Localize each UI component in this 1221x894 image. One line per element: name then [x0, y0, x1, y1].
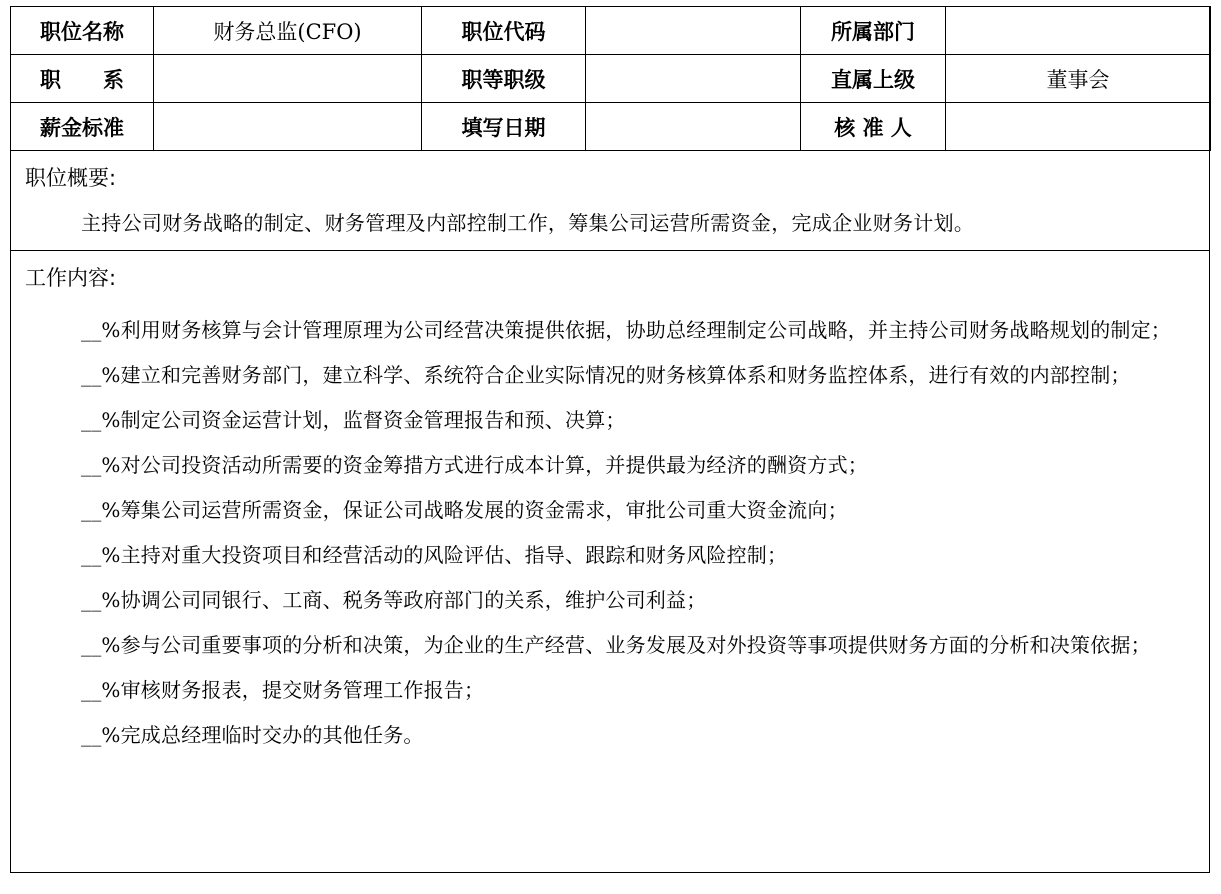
duty-item: __%制定公司资金运营计划，监督资金管理报告和预、决算； [81, 408, 626, 432]
position-summary-title: 职位概要: [25, 166, 117, 190]
label-position-name: 职位名称 [11, 7, 154, 55]
position-summary-section [11, 151, 1209, 251]
position-summary-text: 主持公司财务战略的制定、财务管理及内部控制工作，筹集公司运营所需资金，完成企业财务计划。 [81, 211, 975, 235]
header-row-2 [11, 55, 1211, 103]
label-job-family: 职 系 [11, 55, 154, 103]
value-job-family [154, 55, 422, 103]
label-grade-level: 职等职级 [422, 55, 586, 103]
duty-item: __%对公司投资活动所需要的资金筹措方式进行成本计算，并提供最为经济的酬资方式； [81, 453, 869, 477]
duty-item: __%建立和完善财务部门，建立科学、系统符合企业实际情况的财务核算体系和财务监控体系，进行有效的内部控制； [81, 363, 1131, 387]
label-salary-standard: 薪金标准 [11, 103, 154, 151]
value-grade-level [586, 55, 801, 103]
job-description-form [10, 6, 1210, 873]
label-direct-superior: 直属上级 [801, 55, 946, 103]
value-approver [946, 103, 1211, 151]
header-row-3 [11, 103, 1211, 151]
value-salary-standard [154, 103, 422, 151]
label-position-code: 职位代码 [422, 7, 586, 55]
duty-item: __%审核财务报表，提交财务管理工作报告； [81, 678, 485, 702]
job-duties-title: 工作内容: [25, 266, 117, 290]
duty-item: __%完成总经理临时交办的其他任务。 [81, 723, 424, 747]
value-fill-date [586, 103, 801, 151]
header-row-1 [11, 7, 1211, 55]
duty-item: __%筹集公司运营所需资金，保证公司战略发展的资金需求，审批公司重大资金流向； [81, 498, 848, 522]
job-duties-section [11, 251, 1209, 873]
value-direct-superior: 董事会 [946, 55, 1211, 103]
label-department: 所属部门 [801, 7, 946, 55]
duty-item: __%参与公司重要事项的分析和决策，为企业的生产经营、业务发展及对外投资等事项提供财务方面的分析和决策依据； [81, 633, 1151, 657]
value-position-name: 财务总监(CFO) [154, 7, 422, 55]
value-department [946, 7, 1211, 55]
header-table [10, 6, 1211, 151]
label-approver: 核 准 人 [801, 103, 946, 151]
duty-item: __%利用财务核算与会计管理原理为公司经营决策提供依据，协助总经理制定公司战略，并主持公司财务战略规划的制定； [81, 318, 1172, 342]
job-duties-list [25, 310, 1195, 755]
label-fill-date: 填写日期 [422, 103, 586, 151]
duty-item: __%协调公司同银行、工商、税务等政府部门的关系，维护公司利益； [81, 588, 707, 612]
duty-item: __%主持对重大投资项目和经营活动的风险评估、指导、跟踪和财务风险控制； [81, 543, 788, 567]
value-position-code [586, 7, 801, 55]
